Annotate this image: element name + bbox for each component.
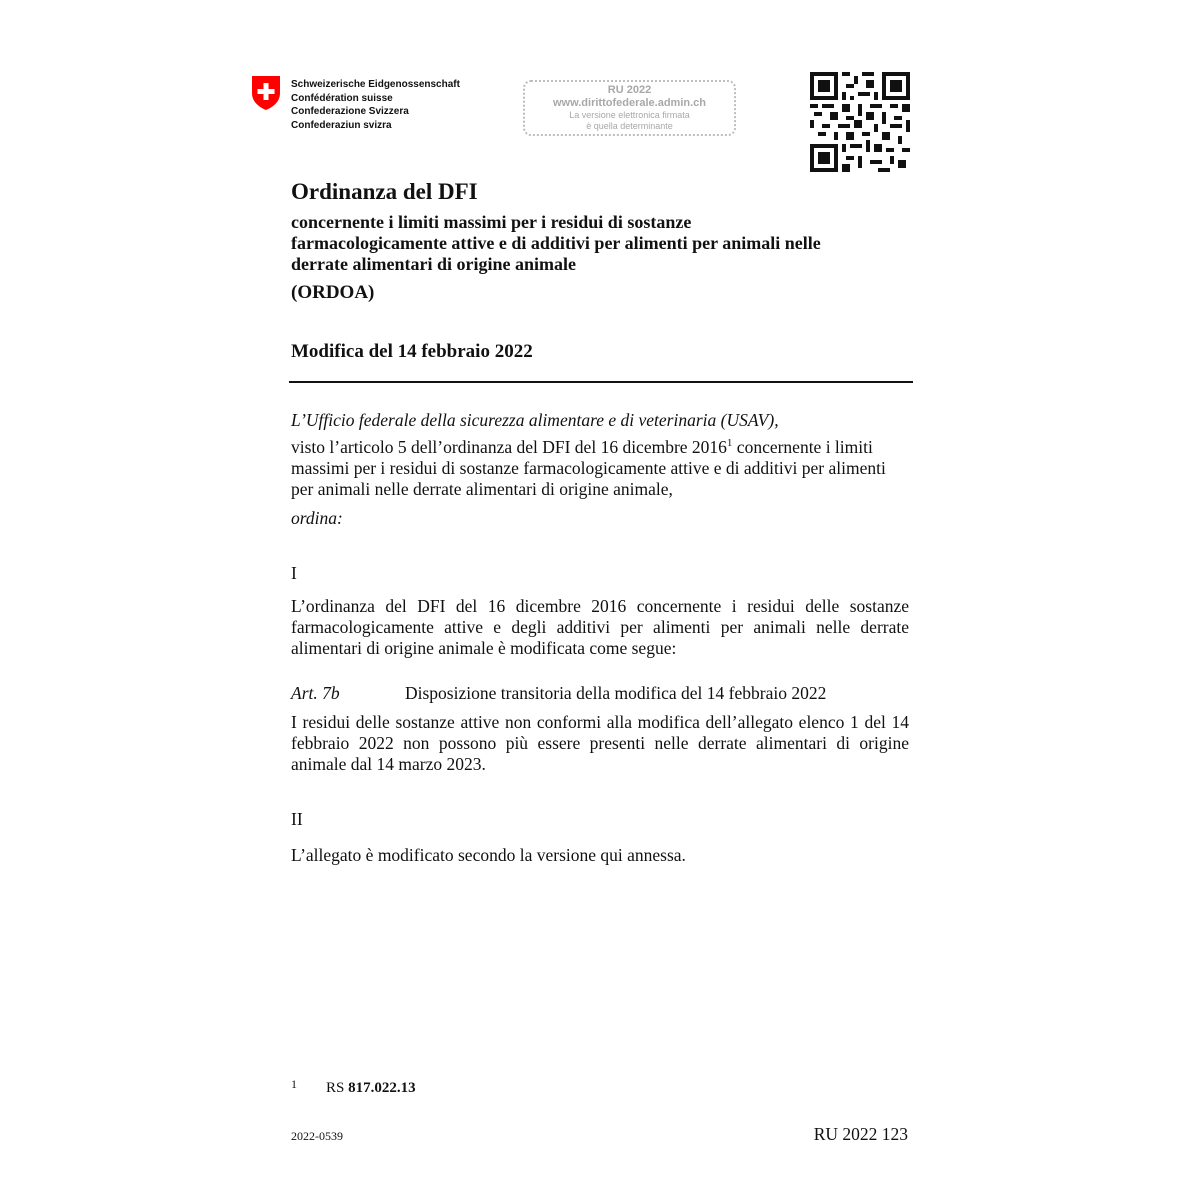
confederation-name-rm: Confederaziun svizra <box>291 119 392 131</box>
document-subtitle: concernente i limiti massimi per i residui di sostanze farmacologicamente attive e di additivi per alimenti per animali nelle derrate alimentari di origine animale <box>291 212 821 274</box>
article-title: Disposizione transitoria della modifica del 14 febbraio 2022 <box>405 683 827 703</box>
legal-basis-text-end: concernente i limiti massimi per i residui di sostanze farmacologicamente attive e di additivi per alimenti per animali nelle derrate alimentari di origine animale, <box>291 437 886 499</box>
section-heading-1: I <box>291 563 297 583</box>
confederation-names <box>291 78 460 132</box>
footnote-number: 1 <box>291 1077 297 1091</box>
issuing-authority: L’Ufficio federale della sicurezza alimentare e di veterinaria (USAV), <box>291 410 779 430</box>
document-abbreviation: (ORDOA) <box>291 282 375 303</box>
confederation-name-it: Confederazione Svizzera <box>291 106 409 117</box>
section-1-text: L’ordinanza del DFI del 16 dicembre 2016 concernente i residui delle sostanze farmacologicamente attive e degli additivi per alimenti per animali nelle derrate alimentari di origine animale è modificata come segue: <box>291 596 909 658</box>
ordains: ordina: <box>291 508 343 528</box>
footnote-marker: 1 <box>726 437 733 450</box>
swiss-cross-shield-icon <box>251 75 281 111</box>
legal-basis-text-start: visto l’articolo 5 dell’ordinanza del DFI del 16 dicembre 2016 <box>291 437 727 457</box>
footnote-text <box>326 1079 416 1097</box>
stamp-note-1: La versione elettronica firmata <box>569 110 690 120</box>
stamp-collection: RU 2022 <box>607 84 652 96</box>
section-heading-2: II <box>291 809 303 829</box>
confederation-name-de: Schweizerische Eidgenossenschaft <box>291 79 460 90</box>
amendment-date: Modifica del 14 febbraio 2022 <box>291 341 533 362</box>
qr-code-icon <box>810 72 910 172</box>
stamp-note-2: è quella determinante <box>586 121 673 131</box>
confederation-name-fr: Confédération suisse <box>291 92 393 104</box>
page-reference: RU 2022 123 <box>813 1124 908 1144</box>
document-title: Ordinanza del DFI <box>291 179 478 204</box>
document-id: 2022-0539 <box>291 1129 343 1143</box>
footnote-reference: 817.022.13 <box>348 1080 416 1096</box>
legal-basis <box>291 437 909 500</box>
article-text: I residui delle sostanze attive non conformi alla modifica dell’allegato elenco 1 del 14 febbraio 2022 non possono più essere presenti nelle derrate alimentari di origine animale dal 14 marzo 2023. <box>291 712 909 774</box>
article-number: Art. 7b <box>291 683 340 703</box>
footnote-prefix: RS <box>326 1080 349 1096</box>
title-divider <box>289 381 913 383</box>
publication-stamp <box>523 80 736 136</box>
stamp-website: www.dirittofederale.admin.ch <box>552 97 706 109</box>
section-2-text: L’allegato è modificato secondo la versione qui annessa. <box>291 845 686 865</box>
